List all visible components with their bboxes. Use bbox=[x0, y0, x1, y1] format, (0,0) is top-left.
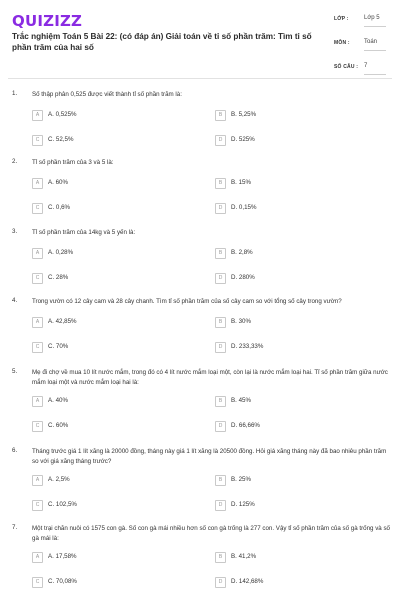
option-text: B. 25% bbox=[231, 476, 251, 483]
option-b[interactable] bbox=[215, 396, 375, 408]
option-d[interactable] bbox=[215, 421, 375, 433]
option-c[interactable] bbox=[32, 421, 192, 433]
option-text: D. 0,15% bbox=[231, 204, 257, 211]
option-d[interactable] bbox=[215, 577, 375, 589]
option-letter-box[interactable]: D bbox=[215, 135, 226, 146]
option-text: C. 102,5% bbox=[48, 501, 77, 508]
option-letter-box[interactable]: C bbox=[32, 203, 43, 214]
count-label: SỐ CÂU : bbox=[334, 64, 359, 70]
option-text: A. 42,85% bbox=[48, 318, 77, 325]
option-d[interactable] bbox=[215, 342, 375, 354]
option-d[interactable] bbox=[215, 135, 375, 147]
option-b[interactable] bbox=[215, 110, 375, 122]
question-text: Một trại chăn nuôi có 1575 con gà. Số con gà mái nhiều hơn số con gà trống là 277 con. Vậy tỉ số phần trăm của số gà trống và số gà mái là: bbox=[32, 525, 390, 542]
option-a[interactable] bbox=[32, 317, 192, 329]
option-d[interactable] bbox=[215, 273, 375, 285]
option-text: A. 0,28% bbox=[48, 249, 74, 256]
option-letter-box[interactable]: D bbox=[215, 342, 226, 353]
option-a[interactable] bbox=[32, 248, 192, 260]
option-text: D. 142,68% bbox=[231, 578, 264, 585]
option-b[interactable] bbox=[215, 552, 375, 564]
option-letter-box[interactable]: B bbox=[215, 248, 226, 259]
option-c[interactable] bbox=[32, 273, 192, 285]
option-letter-box[interactable]: A bbox=[32, 248, 43, 259]
option-letter-box[interactable]: C bbox=[32, 342, 43, 353]
option-b[interactable] bbox=[215, 248, 375, 260]
option-c[interactable] bbox=[32, 500, 192, 512]
meta-subject bbox=[334, 38, 392, 62]
option-letter-box[interactable]: C bbox=[32, 273, 43, 284]
option-text: C. 70% bbox=[48, 343, 69, 350]
header-divider bbox=[8, 78, 392, 79]
option-text: B. 41,2% bbox=[231, 553, 257, 560]
option-text: D. 66,66% bbox=[231, 422, 260, 429]
option-text: C. 60% bbox=[48, 422, 69, 429]
question-number: 7. bbox=[12, 524, 18, 531]
option-d[interactable] bbox=[215, 500, 375, 512]
option-text: D. 233,33% bbox=[231, 343, 264, 350]
quizizz-logo: QUIZIZZ bbox=[12, 12, 83, 30]
option-a[interactable] bbox=[32, 178, 192, 190]
option-letter-box[interactable]: B bbox=[215, 396, 226, 407]
question-number: 5. bbox=[12, 368, 18, 375]
question-text: Tháng trước giá 1 lít xăng là 20000 đồng, tháng này giá 1 lít xăng là 20500 đồng. Hỏi giá xăng tháng này đã bao nhiêu phần trăm so với giá xăng tháng trước? bbox=[32, 448, 387, 465]
option-text: C. 52,5% bbox=[48, 136, 74, 143]
class-label: LỚP : bbox=[334, 16, 349, 22]
meta-count bbox=[334, 62, 392, 86]
option-b[interactable] bbox=[215, 178, 375, 190]
option-letter-box[interactable]: D bbox=[215, 421, 226, 432]
question-number: 6. bbox=[12, 447, 18, 454]
option-letter-box[interactable]: A bbox=[32, 475, 43, 486]
option-text: D. 125% bbox=[231, 501, 255, 508]
option-letter-box[interactable]: C bbox=[32, 421, 43, 432]
meta-panel bbox=[334, 14, 392, 86]
question-text: Trong vườn có 12 cây cam và 28 cây chanh. Tìm tỉ số phần trăm của số cây cam so với tổng số cây trong vườn? bbox=[32, 298, 342, 305]
question-text: Mẹ đi chợ về mua 10 lít nước mắm, trong đó có 4 lít nước mắm loại một, còn lại là nước mắm loại hai. Tỉ số phần trăm giữa nước mắm loại một và nước mắm loại hai là: bbox=[32, 369, 388, 386]
option-letter-box[interactable]: B bbox=[215, 317, 226, 328]
count-value: 7 bbox=[364, 62, 386, 75]
option-text: B. 45% bbox=[231, 397, 251, 404]
option-text: A. 40% bbox=[48, 397, 68, 404]
option-text: C. 0,6% bbox=[48, 204, 71, 211]
option-letter-box[interactable]: B bbox=[215, 475, 226, 486]
option-b[interactable] bbox=[215, 317, 375, 329]
option-text: B. 2,8% bbox=[231, 249, 253, 256]
option-letter-box[interactable]: A bbox=[32, 317, 43, 328]
option-text: B. 15% bbox=[231, 179, 251, 186]
option-letter-box[interactable]: B bbox=[215, 552, 226, 563]
question-text: Tỉ số phần trăm của 14kg và 5 yến là: bbox=[32, 229, 136, 236]
option-letter-box[interactable]: A bbox=[32, 178, 43, 189]
document-title: Trắc nghiệm Toán 5 Bài 22: (có đáp án) Giải toán về tỉ số phần trăm: Tìm tỉ số phần trăm của hai số bbox=[12, 32, 312, 52]
option-text: D. 525% bbox=[231, 136, 255, 143]
option-c[interactable] bbox=[32, 577, 192, 589]
option-letter-box[interactable]: C bbox=[32, 577, 43, 588]
question-number: 1. bbox=[12, 90, 18, 97]
question-text: Số thập phân 0,525 được viết thành tỉ số phần trăm là: bbox=[32, 91, 182, 98]
option-text: D. 280% bbox=[231, 274, 255, 281]
option-text: B. 5,25% bbox=[231, 111, 257, 118]
option-text: C. 28% bbox=[48, 274, 69, 281]
option-letter-box[interactable]: B bbox=[215, 110, 226, 121]
option-c[interactable] bbox=[32, 342, 192, 354]
option-a[interactable] bbox=[32, 475, 192, 487]
option-text: A. 0,525% bbox=[48, 111, 77, 118]
option-letter-box[interactable]: B bbox=[215, 178, 226, 189]
option-text: A. 60% bbox=[48, 179, 68, 186]
option-c[interactable] bbox=[32, 135, 192, 147]
question-number: 2. bbox=[12, 158, 18, 165]
option-a[interactable] bbox=[32, 110, 192, 122]
option-c[interactable] bbox=[32, 203, 192, 215]
option-text: B. 30% bbox=[231, 318, 251, 325]
option-text: A. 17,58% bbox=[48, 553, 77, 560]
option-letter-box[interactable]: A bbox=[32, 110, 43, 121]
option-a[interactable] bbox=[32, 552, 192, 564]
option-a[interactable] bbox=[32, 396, 192, 408]
subject-value: Toán bbox=[364, 38, 386, 51]
option-text: A. 2,5% bbox=[48, 476, 70, 483]
option-letter-box[interactable]: D bbox=[215, 203, 226, 214]
option-letter-box[interactable]: D bbox=[215, 500, 226, 511]
option-letter-box[interactable]: D bbox=[215, 577, 226, 588]
meta-class bbox=[334, 14, 392, 38]
option-text: C. 70,08% bbox=[48, 578, 77, 585]
question-text: Tỉ số phần trăm của 3 và 5 là: bbox=[32, 159, 114, 166]
class-value: Lớp 5 bbox=[364, 14, 386, 27]
question-number: 4. bbox=[12, 297, 18, 304]
option-letter-box[interactable]: A bbox=[32, 552, 43, 563]
option-b[interactable] bbox=[215, 475, 375, 487]
option-letter-box[interactable]: C bbox=[32, 500, 43, 511]
question-number: 3. bbox=[12, 228, 18, 235]
option-letter-box[interactable]: A bbox=[32, 396, 43, 407]
option-d[interactable] bbox=[215, 203, 375, 215]
option-letter-box[interactable]: D bbox=[215, 273, 226, 284]
subject-label: MÔN : bbox=[334, 40, 350, 46]
option-letter-box[interactable]: C bbox=[32, 135, 43, 146]
